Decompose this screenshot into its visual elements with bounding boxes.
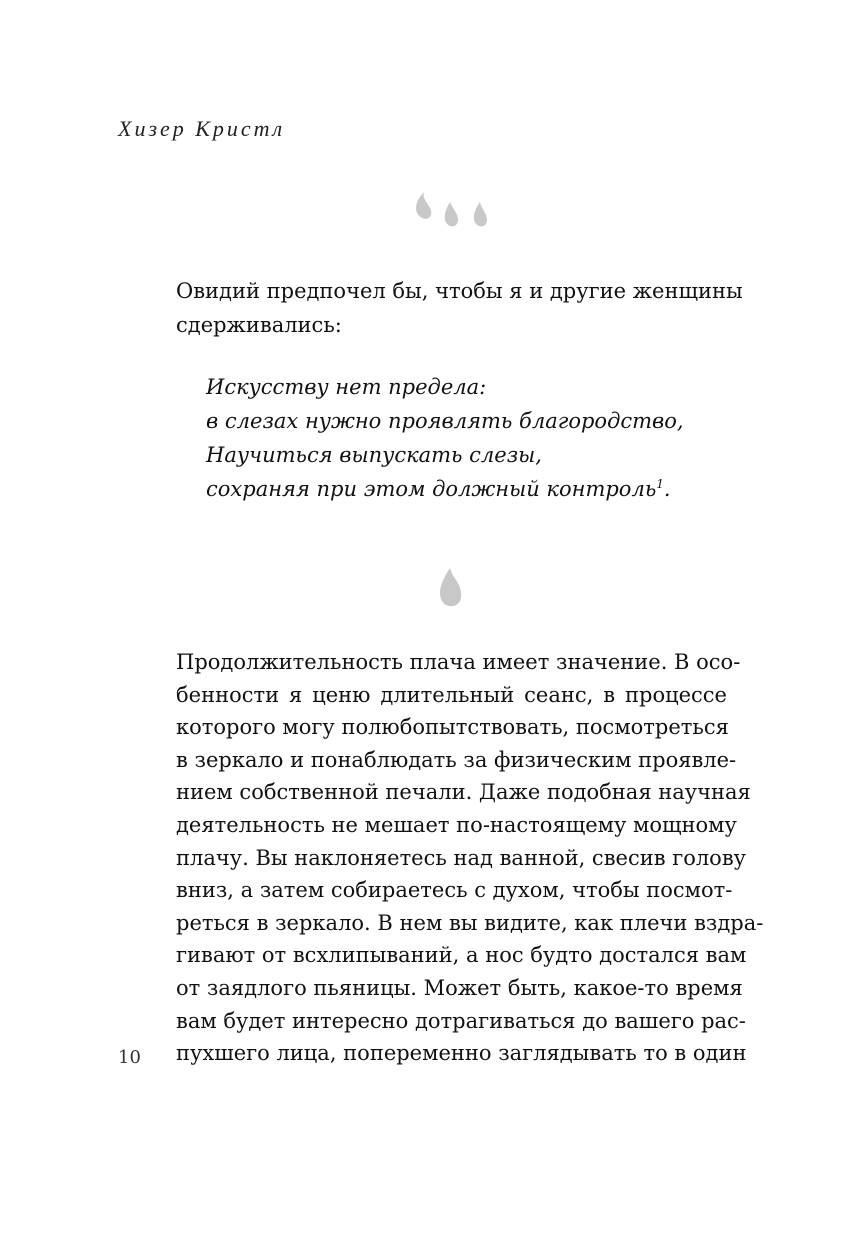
body-line: гивают от всхлипываний, а нос будто достался вам [176,943,747,968]
body-line: реться в зеркало. В нем вы видите, как плечи вздра- [176,910,764,935]
body-paragraph [176,646,764,1070]
page-number: 10 [118,1047,141,1068]
intro-line: сдерживались: [176,313,342,337]
body-line: вам будет интересно дотрагиваться до вашего рас- [176,1008,746,1033]
running-head: Хизер Кристл [118,116,286,141]
quote-line-last [206,472,736,506]
quote-line: Искусству нет предела: [206,375,487,399]
body-line: которого могу полюбопытствовать, посмотреться [176,715,729,740]
water-drop-icon [434,566,464,610]
water-drops-icon [410,188,500,238]
body-line: Продолжительность плача имеет значение. В осо- [176,650,741,674]
quote-line-text: сохраняя при этом должный контроль [206,477,657,501]
body-line: плачу. Вы наклоняетесь над ванной, свесив голову [176,845,747,870]
quote-line: Научиться выпускать слезы, [206,443,542,467]
intro-line: Овидий предпочел бы, чтобы я и другие женщины [176,279,743,303]
body-line: нием собственной печали. Даже подобная научная [176,780,751,805]
quote-line: в слезах нужно проявлять благородство, [206,409,684,433]
body-line: в зеркало и понаблюдать за физическим проявле- [176,747,737,772]
body-line: вниз, а затем собираетесь с духом, чтобы посмот- [176,878,733,903]
body-line: от заядлого пьяницы. Может быть, какое-то время [176,975,743,1000]
body-line: деятельность не мешает по-настоящему мощному [176,812,737,837]
body-line: бенности я ценю длительный сеанс, в процессе [176,682,727,707]
ovid-quote [206,370,736,506]
body-line: пухшего лица, попеременно заглядывать то в один [176,1041,747,1066]
quote-end-punct: . [663,477,671,501]
intro-paragraph [176,274,743,342]
footnote-marker[interactable]: 1 [656,477,664,491]
